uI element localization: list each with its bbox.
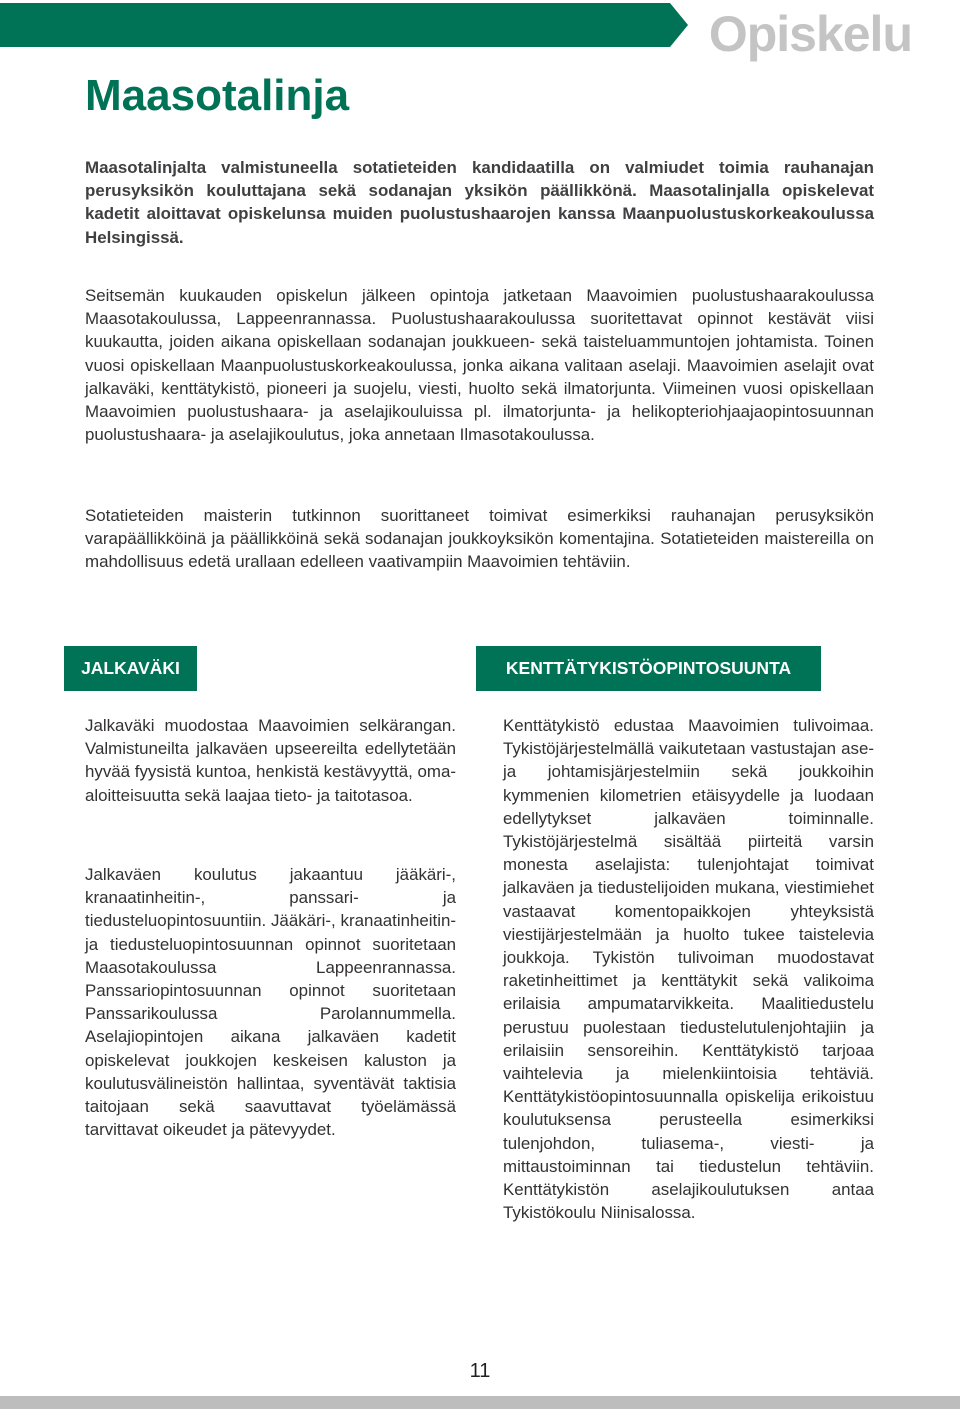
body-paragraph: Sotatieteiden maisterin tutkinnon suorittaneet toimivat esimerkiksi rauhanajan perusyksikön varapäällikköinä ja päällikköinä sekä sodanajan joukkoyksikön komentajina. Sotatieteiden maistereilla on mahdollisuus edetä urallaan edelleen vaativampiin Maavoimien tehtäviin. bbox=[85, 506, 874, 572]
jalkavaki-heading: JALKAVÄKI bbox=[64, 646, 197, 691]
body-paragraph: Seitsemän kuukauden opiskelun jälkeen opintoja jatketaan Maavoimien puolustushaarakoulussa Maasotakoulussa, Lappeenrannassa. Puolustushaarakoulussa suoritettavat opinnot kestävät viisi kuukautta, joiden aikana opiskellaan sodanajan joukkueen- sekä taisteluammuntojen johtamista. Toinen vuosi opiskellaan Maanpuolustuskorkeakoulussa, jonka aikana valitaan aselaji. Maavoimien aselajit ovat jalkaväki, kenttätykistö, pioneeri ja suojelu, viesti, huolto sekä ilmatorjunta. Viimeinen vuosi opiskellaan Maavoimien puolustushaara- ja aselajikouluissa pl. ilmatorjunta- ja helikopteriohjaajaopintosuunnan puolustushaara- ja aselajikoulutus, joka annetaan Ilmasotakoulussa. bbox=[85, 286, 874, 445]
page-title: Maasotalinja bbox=[85, 71, 350, 120]
jalkavaki-paragraph: Jalkaväen koulutus jakaantuu jääkäri-, kranaatinheitin-, panssari- ja tiedusteluopintosuuntiin. Jääkäri-, kranaatinheitin- ja tiedusteluopintosuunnan opinnot suoritetaan Maasotakoulussa Lappeenrannassa. Panssariopintosuunnan opinnot suoritetaan Panssarikoulussa Parolannummella. Aselajiopintojen aikana jalkaväen kadetit opiskelevat joukkojen keskeisen kaluston ja koulutusvälineistön hallintaa, syventävät taktisia taitojaan sekä saavuttavat työelämässä tarvittavat oikeudet ja pätevyydet. bbox=[85, 865, 456, 1140]
jalkavaki-paragraph: Jalkaväki muodostaa Maavoimien selkärangan. Valmistuneilta jalkaväen upseereilta edellytetään hyvää fyysistä kuntoa, henkistä kestävyyttä, oma-aloitteisuutta sekä laajaa tieto- ja taitotasoa. bbox=[85, 716, 456, 805]
intro-paragraph: Maasotalinjalta valmistuneella sotatieteiden kandidaatilla on valmiudet toimia rauhanajan perusyksikön kouluttajana sekä sodanajan yksikön päällikkönä. Maasotalinjalla opiskelevat kadetit aloittavat opiskelunsa muiden puolustushaarojen kanssa Maanpuolustuskorkeakoulussa Helsingissä. bbox=[85, 158, 874, 247]
kenttatykisto-paragraph: Kenttätykistö edustaa Maavoimien tulivoimaa. Tykistöjärjestelmällä vaikutetaan vastustajan ase- ja johtamisjärjestelmiin sekä joukkoihin kymmenien kilometrien etäisyydelle ja luodaan edellytykset jalkaväen toiminnalle. Tykistöjärjestelmä sisältää piirteitä varsin monesta aselajista: tulenjohtajat toimivat jalkaväen ja tiedustelijoiden mukana, viestimiehet vastaavat komentopaikkojen yhteyksistä viestijärjestelmään ja huolto tukee taistelevia joukkoja. Tykistön tulivoiman muodostavat raketinheittimet ja kenttätykit sekä valikoima erilaisia ampumatarvikkeita. Maalitiedustelu perustuu puolestaan tiedustelutulenjohtajiin ja erilaisiin sensoreihin. Kenttätykistö tarjoaa vaihtelevia ja mielenkiintoisia tehtäviä. Kenttätykistöopintosuunnalla opiskelija erikoistuu koulutuksensa perusteella esimerkiksi tulenjohdon, tuliasema-, viesti- ja mittaustoiminnan tai tiedustelun tehtäviin. Kenttätykistön aselajikoulutuksen antaa Tykistökoulu Niinisalossa. bbox=[503, 716, 874, 1223]
header-accent-bar bbox=[0, 3, 688, 47]
section-label: Opiskelu bbox=[708, 6, 912, 62]
kenttatykisto-heading: KENTTÄTYKISTÖOPINTOSUUNTA bbox=[476, 646, 821, 691]
footer-bar bbox=[0, 1396, 960, 1409]
page-number: 11 bbox=[469, 1360, 491, 1382]
